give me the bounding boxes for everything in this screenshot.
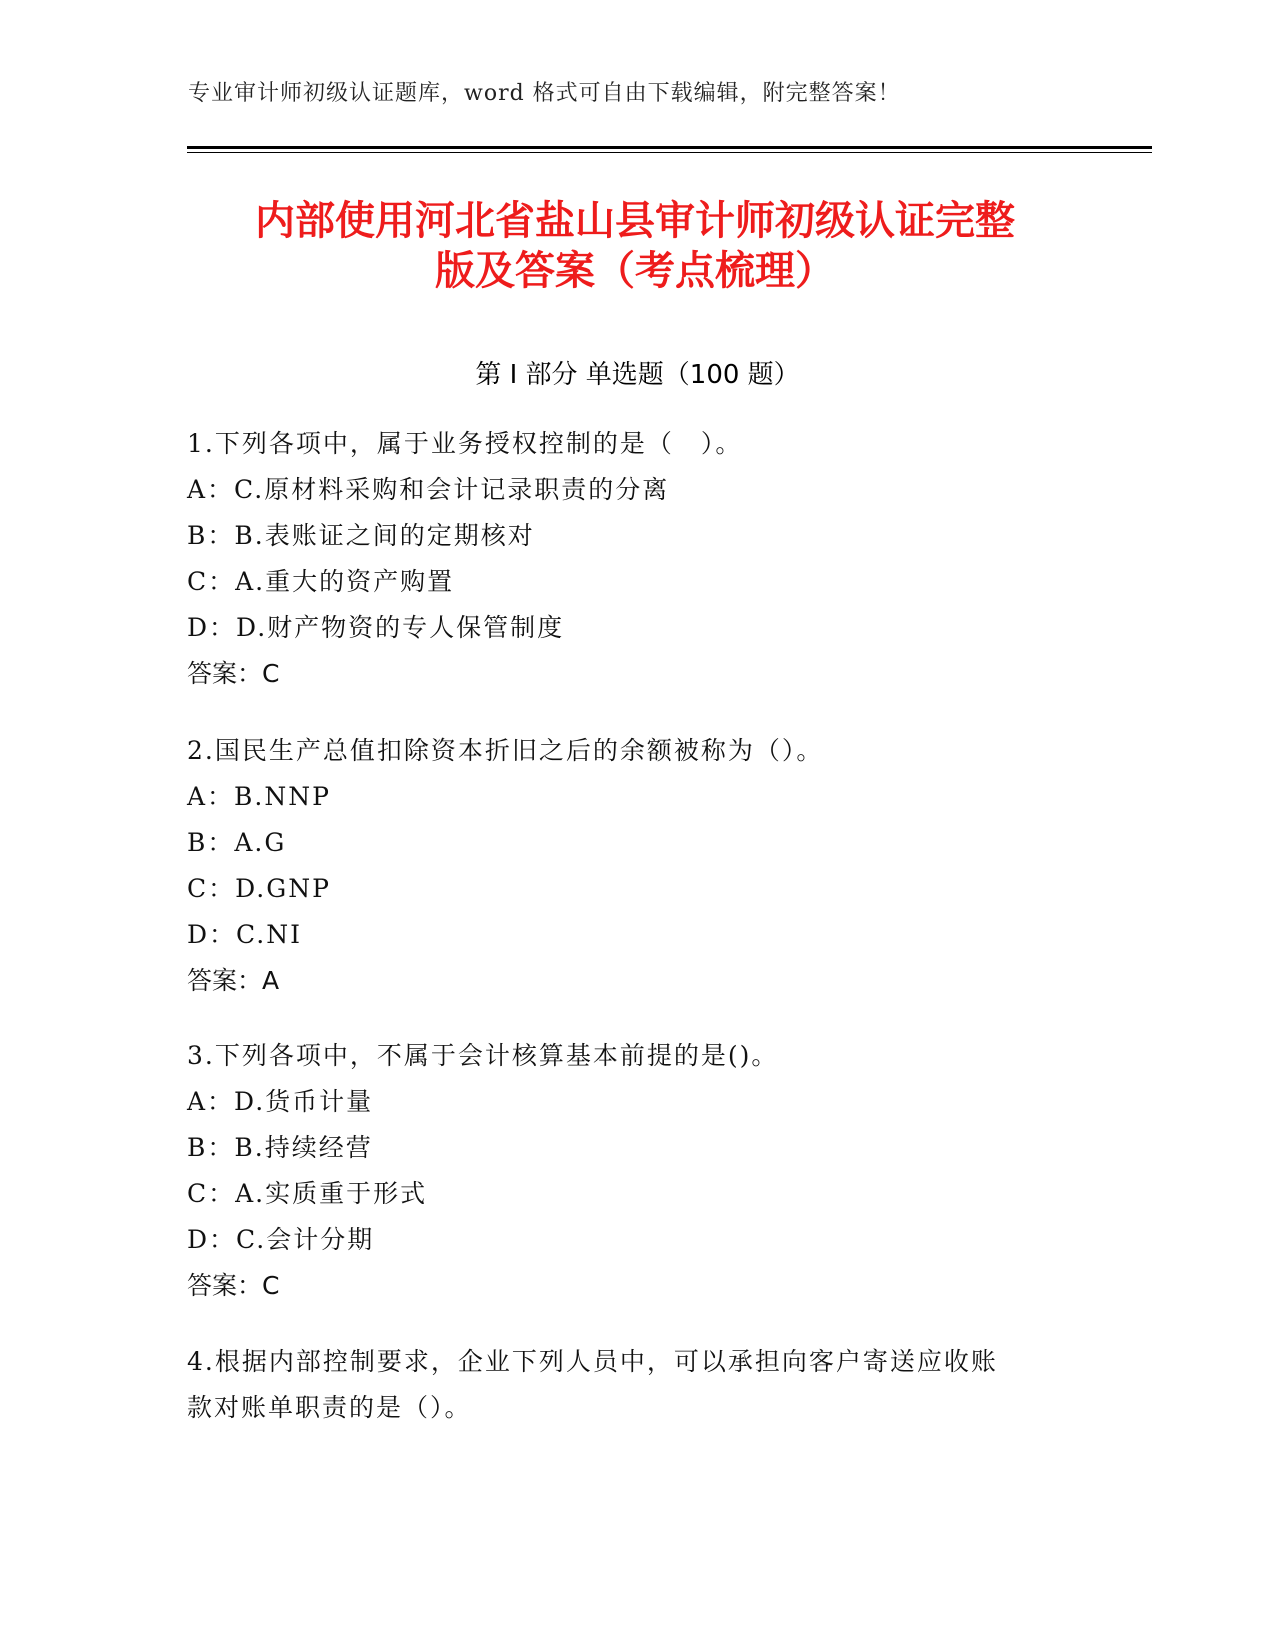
section-title: 第 I 部分 单选题（100 题） bbox=[475, 360, 800, 390]
header-rule-thick bbox=[187, 146, 1152, 149]
document-title-line-2: 版及答案（考点梳理） bbox=[435, 248, 835, 294]
question-option-d: D：C.NI bbox=[187, 920, 302, 949]
question-2 bbox=[187, 728, 1067, 1004]
question-option-c: C：A.重大的资产购置 bbox=[187, 567, 455, 596]
question-3 bbox=[187, 1033, 1067, 1309]
question-stem-line-1: 4.根据内部控制要求，企业下列人员中，可以承担向客户寄送应收账 bbox=[187, 1347, 998, 1376]
question-stem: 2.国民生产总值扣除资本折旧之后的余额被称为（）。 bbox=[187, 736, 824, 765]
question-option-d: D：C.会计分期 bbox=[187, 1225, 375, 1254]
question-stem-line-2: 款对账单职责的是（）。 bbox=[187, 1393, 472, 1422]
header-note: 专业审计师初级认证题库，word 格式可自由下载编辑，附完整答案！ bbox=[188, 81, 901, 106]
question-stem: 3.下列各项中，不属于会计核算基本前提的是()。 bbox=[187, 1041, 779, 1070]
question-option-c: C：A.实质重于形式 bbox=[187, 1179, 428, 1208]
question-1 bbox=[187, 421, 1067, 697]
question-answer: 答案：C bbox=[187, 1271, 280, 1300]
question-option-b: B：A.G bbox=[187, 828, 287, 857]
question-option-a: A：C.原材料采购和会计记录职责的分离 bbox=[187, 475, 670, 504]
question-answer: 答案：A bbox=[187, 966, 280, 995]
question-option-c: C：D.GNP bbox=[187, 874, 331, 903]
document-title bbox=[195, 196, 1075, 296]
header-rule-thin bbox=[187, 152, 1152, 153]
question-option-a: A：D.货币计量 bbox=[187, 1087, 374, 1116]
question-option-b: B：B.持续经营 bbox=[187, 1133, 373, 1162]
question-4 bbox=[187, 1339, 1067, 1431]
question-option-b: B：B.表账证之间的定期核对 bbox=[187, 521, 535, 550]
question-answer: 答案：C bbox=[187, 659, 280, 688]
question-option-a: A：B.NNP bbox=[187, 782, 331, 811]
question-option-d: D：D.财产物资的专人保管制度 bbox=[187, 613, 565, 642]
question-stem: 1.下列各项中，属于业务授权控制的是（ ）。 bbox=[187, 429, 743, 458]
document-title-line-1: 内部使用河北省盐山县审计师初级认证完整 bbox=[255, 198, 1015, 244]
